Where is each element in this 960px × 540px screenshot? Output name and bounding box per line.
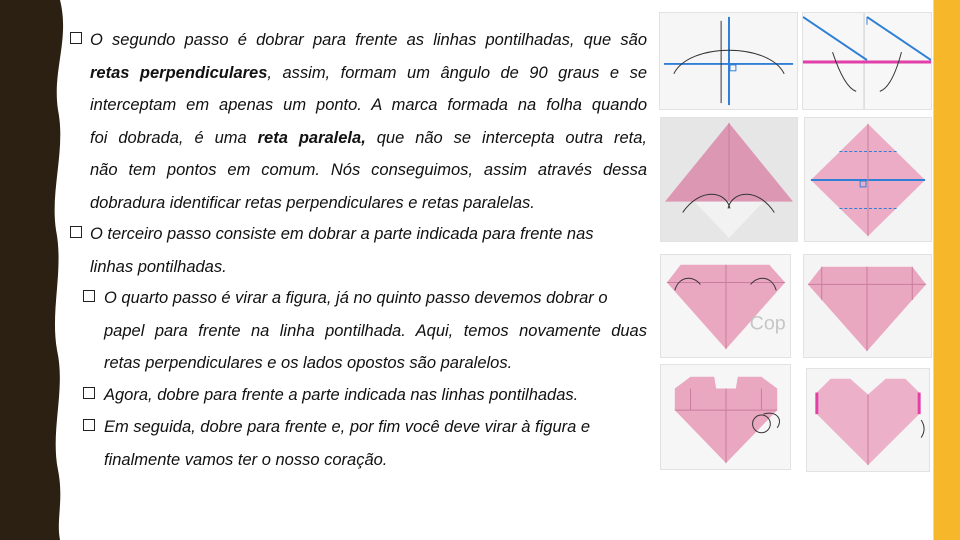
bullet-checkbox bbox=[70, 32, 82, 44]
text-span: que não se intercepta outra reta, bbox=[365, 128, 647, 147]
text-line: papel para frente na linha pontilhada. Aqui, temos novamente duas bbox=[104, 321, 647, 340]
left-decorative-band bbox=[0, 0, 70, 540]
paragraph-step-two bbox=[70, 24, 647, 219]
text-line: O terceiro passo consiste em dobrar a parte indicada para frente nas bbox=[90, 225, 594, 243]
watermark-text: Cop bbox=[749, 312, 786, 335]
text-line bbox=[70, 57, 647, 90]
text-line: dobradura identificar retas perpendiculares e retas paralelas. bbox=[90, 193, 535, 212]
text-line: interceptam em apenas um ponto. A marca formada na folha quando bbox=[90, 96, 647, 114]
bullet-checkbox bbox=[83, 290, 95, 302]
text-span: , assim, formam um ângulo de 90 graus e se bbox=[267, 63, 647, 82]
text-line: retas perpendiculares e os lados opostos são paralelos. bbox=[104, 354, 513, 372]
paragraph-step-three bbox=[70, 218, 647, 283]
figure-pink-pentagon-back bbox=[803, 254, 932, 358]
figure-diagonal-folds bbox=[802, 12, 932, 110]
right-accent-bar bbox=[934, 0, 960, 540]
text-line: linhas pontilhadas. bbox=[90, 257, 227, 276]
figure-pink-triangle bbox=[660, 117, 798, 242]
bullet-checkbox bbox=[70, 226, 82, 238]
bold-term-perpendicular: retas perpendiculares bbox=[90, 63, 268, 82]
paragraph-step-six bbox=[83, 379, 647, 412]
bullet-checkbox bbox=[83, 387, 95, 399]
text-span: foi dobrada, é uma bbox=[90, 128, 258, 147]
text-line: Agora, dobre para frente a parte indicada nas linhas pontilhadas. bbox=[104, 386, 579, 404]
figure-final-heart bbox=[806, 368, 930, 472]
text-line: finalmente vamos ter o nosso coração. bbox=[104, 450, 388, 469]
paragraph-step-four-five bbox=[83, 282, 647, 380]
figure-perpendicular-folds bbox=[659, 12, 798, 110]
paragraph-step-seven bbox=[83, 411, 647, 476]
bold-term-parallel: reta paralela, bbox=[257, 128, 366, 147]
bullet-checkbox bbox=[83, 419, 95, 431]
text-line: O segundo passo é dobrar para frente as linhas pontilhadas, que são bbox=[90, 31, 647, 49]
text-line bbox=[70, 122, 647, 155]
figure-pink-diamond bbox=[804, 117, 932, 242]
text-line: Em seguida, dobre para frente e, por fim você deve virar à figura e bbox=[104, 418, 591, 436]
text-line: não tem pontos em comum. Nós conseguimos, assim através dessa bbox=[90, 161, 647, 179]
figure-heart-folding bbox=[660, 364, 791, 470]
text-line: O quarto passo é virar a figura, já no quinto passo devemos dobrar o bbox=[104, 289, 608, 307]
figure-pink-pentagon bbox=[660, 254, 791, 358]
